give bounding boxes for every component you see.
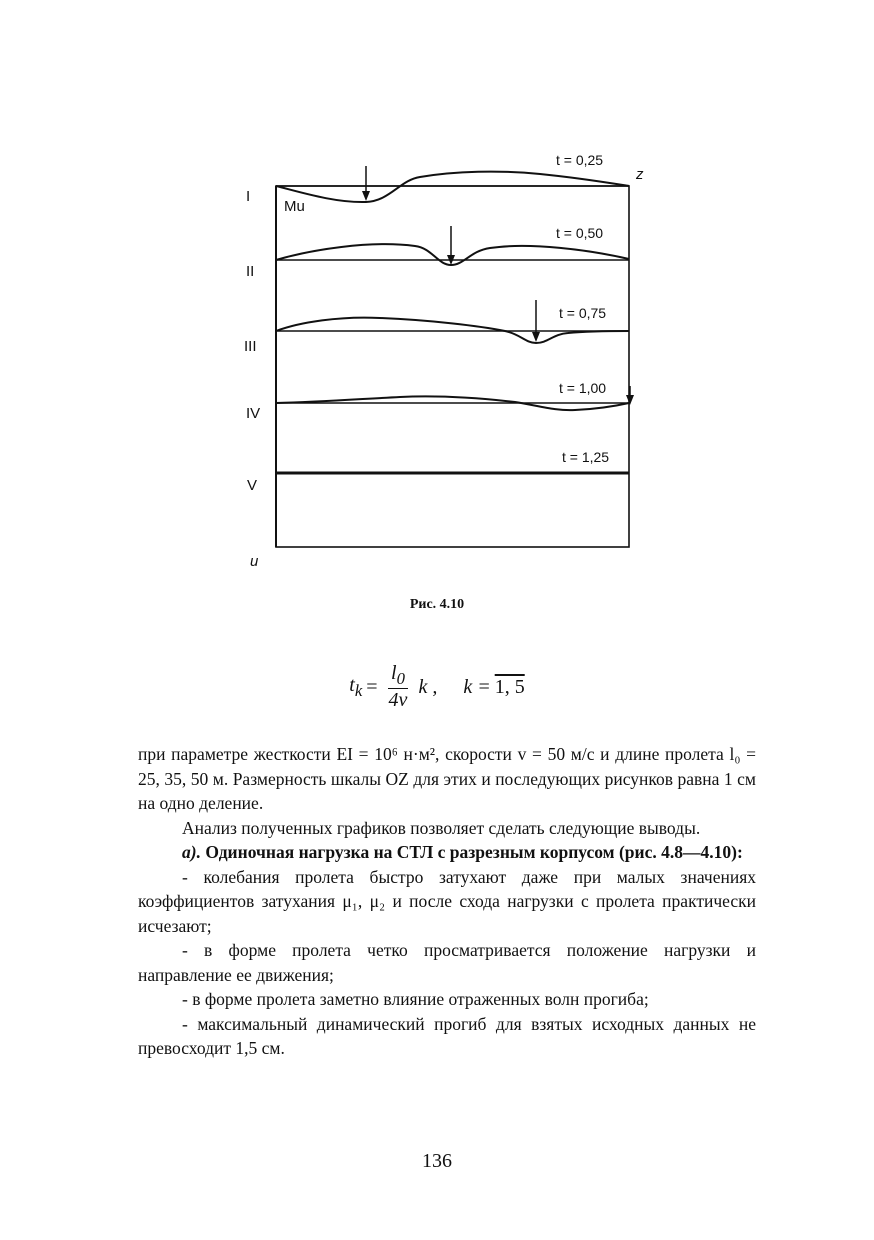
row-roman-label: III xyxy=(244,338,257,355)
formula xyxy=(0,662,874,712)
formula-k-label: k = xyxy=(463,675,491,698)
time-label: t = 0,50 xyxy=(556,225,604,241)
list-item: - максимальный динамический прогиб для взятых исходных данных не превосходит 1,5 см. xyxy=(138,1013,756,1058)
row-roman-label: II xyxy=(246,263,255,280)
section-heading: а). Одиночная нагрузка на СТЛ с разрезным корпусом (рис. 4.8—4.10): xyxy=(182,842,743,862)
load-arrow xyxy=(626,386,634,405)
formula-lhs: $t_k$ xyxy=(349,673,363,700)
paragraph: Анализ полученных графиков позволяет сделать следующие выводы. xyxy=(182,817,701,838)
load-arrow xyxy=(447,226,455,265)
time-label: t = 1,00 xyxy=(559,380,607,396)
deflection-curve xyxy=(276,244,629,265)
row-roman-label: I xyxy=(246,188,251,205)
axis-u-label: u xyxy=(250,553,259,570)
axis-z-label: z xyxy=(636,166,644,183)
figure-caption: Рис. 4.10 xyxy=(409,597,465,612)
row-roman-label: V xyxy=(247,477,258,494)
row-v xyxy=(247,449,629,494)
list-item: - колебания пролета быстро затухают даже при малых значениях коэффициентов затухания μ₁, μ₂ и после схода нагрузки с пролета практически исчезают; xyxy=(138,866,756,936)
body-text xyxy=(138,742,756,1061)
page-number: 136 xyxy=(422,1150,452,1172)
row-roman-label: IV xyxy=(246,405,261,422)
formula-factor: k , xyxy=(418,675,438,698)
row-iv xyxy=(246,380,634,422)
mu-label: Mu xyxy=(284,198,305,215)
paragraph: при параметре жесткости EI = 10⁶ н·м², скорости v = 50 м/с и длине пролета l₀ = 25, 35, 50 м. Размерность шкалы OZ для этих и последующих рисунков равна 1 см на одно деление. xyxy=(138,744,756,813)
deflection-curve xyxy=(276,172,629,202)
load-arrow xyxy=(532,300,540,342)
load-arrow xyxy=(362,166,370,201)
time-label: t = 1,25 xyxy=(562,449,610,465)
list-item: - в форме пролета четко просматривается положение нагрузки и направление ее движения; xyxy=(138,940,756,985)
row-ii xyxy=(246,225,629,280)
formula-k-range: 1, 5 xyxy=(494,675,525,698)
list-item: - в форме пролета заметно влияние отраженных волн прогиба; xyxy=(182,989,649,1009)
time-label: t = 0,25 xyxy=(556,152,604,168)
formula-equals: = xyxy=(366,675,378,698)
deflection-figure xyxy=(0,0,874,590)
time-label: t = 0,75 xyxy=(559,305,607,321)
row-iii xyxy=(244,300,629,355)
formula-fraction: $\frac{l_0}{4v}$ xyxy=(388,662,408,712)
